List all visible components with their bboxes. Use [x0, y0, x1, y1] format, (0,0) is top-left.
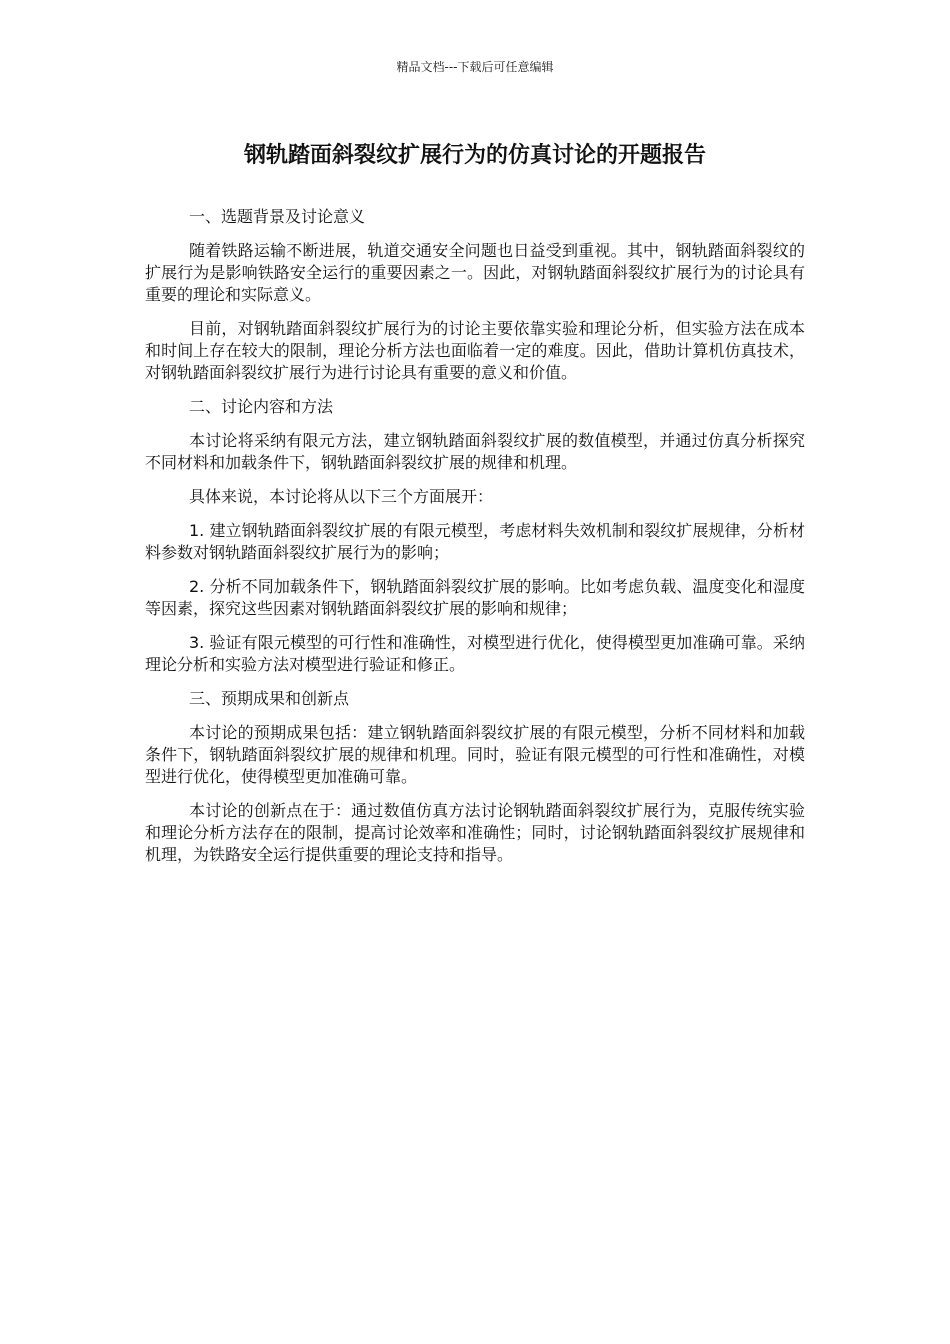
list-item: 1. 建立钢轨踏面斜裂纹扩展的有限元模型，考虑材料失效机制和裂纹扩展规律，分析材料参数对钢轨踏面斜裂纹扩展行为的影响； — [145, 521, 805, 562]
paragraph: 具体来说，本讨论将从以下三个方面展开： — [189, 487, 494, 506]
document-title: 钢轨踏面斜裂纹扩展行为的仿真讨论的开题报告 — [243, 143, 706, 168]
list-item: 3. 验证有限元模型的可行性和准确性，对模型进行优化，使得模型更加准确可靠。采纳理论分析和实验方法对模型进行验证和修正。 — [145, 633, 805, 674]
paragraph: 本讨论的预期成果包括：建立钢轨踏面斜裂纹扩展的有限元模型，分析不同材料和加载条件下，钢轨踏面斜裂纹扩展的规律和机理。同时，验证有限元模型的可行性和准确性，对模型进行优化，使得模型更加准确可靠。 — [145, 723, 805, 786]
list-item: 2. 分析不同加载条件下，钢轨踏面斜裂纹扩展的影响。比如考虑负载、温度变化和湿度等因素，探究这些因素对钢轨踏面斜裂纹扩展的影响和规律； — [145, 577, 805, 618]
paragraph: 随着铁路运输不断进展，轨道交通安全问题也日益受到重视。其中，钢轨踏面斜裂纹的扩展行为是影响铁路安全运行的重要因素之一。因此，对钢轨踏面斜裂纹扩展行为的讨论具有重要的理论和实际意义。 — [145, 241, 805, 304]
paragraph: 本讨论将采纳有限元方法，建立钢轨踏面斜裂纹扩展的数值模型，并通过仿真分析探究不同材料和加载条件下，钢轨踏面斜裂纹扩展的规律和机理。 — [145, 431, 805, 472]
section-heading-outcomes: 三、预期成果和创新点 — [189, 689, 350, 708]
paragraph: 目前，对钢轨踏面斜裂纹扩展行为的讨论主要依靠实验和理论分析，但实验方法在成本和时间上存在较大的限制，理论分析方法也面临着一定的难度。因此，借助计算机仿真技术，对钢轨踏面斜裂纹扩展行为进行讨论具有重要的意义和价值。 — [145, 319, 805, 382]
section-heading-content-methods: 二、讨论内容和方法 — [189, 397, 334, 416]
section-heading-background: 一、选题背景及讨论意义 — [189, 207, 366, 226]
document-body — [145, 206, 805, 878]
page-header-note: 精品文档---下载后可任意编辑 — [396, 60, 554, 74]
paragraph: 本讨论的创新点在于：通过数值仿真方法讨论钢轨踏面斜裂纹扩展行为，克服传统实验和理论分析方法存在的限制，提高讨论效率和准确性；同时，讨论钢轨踏面斜裂纹扩展规律和机理，为铁路安全运行提供重要的理论支持和指导。 — [145, 801, 805, 864]
